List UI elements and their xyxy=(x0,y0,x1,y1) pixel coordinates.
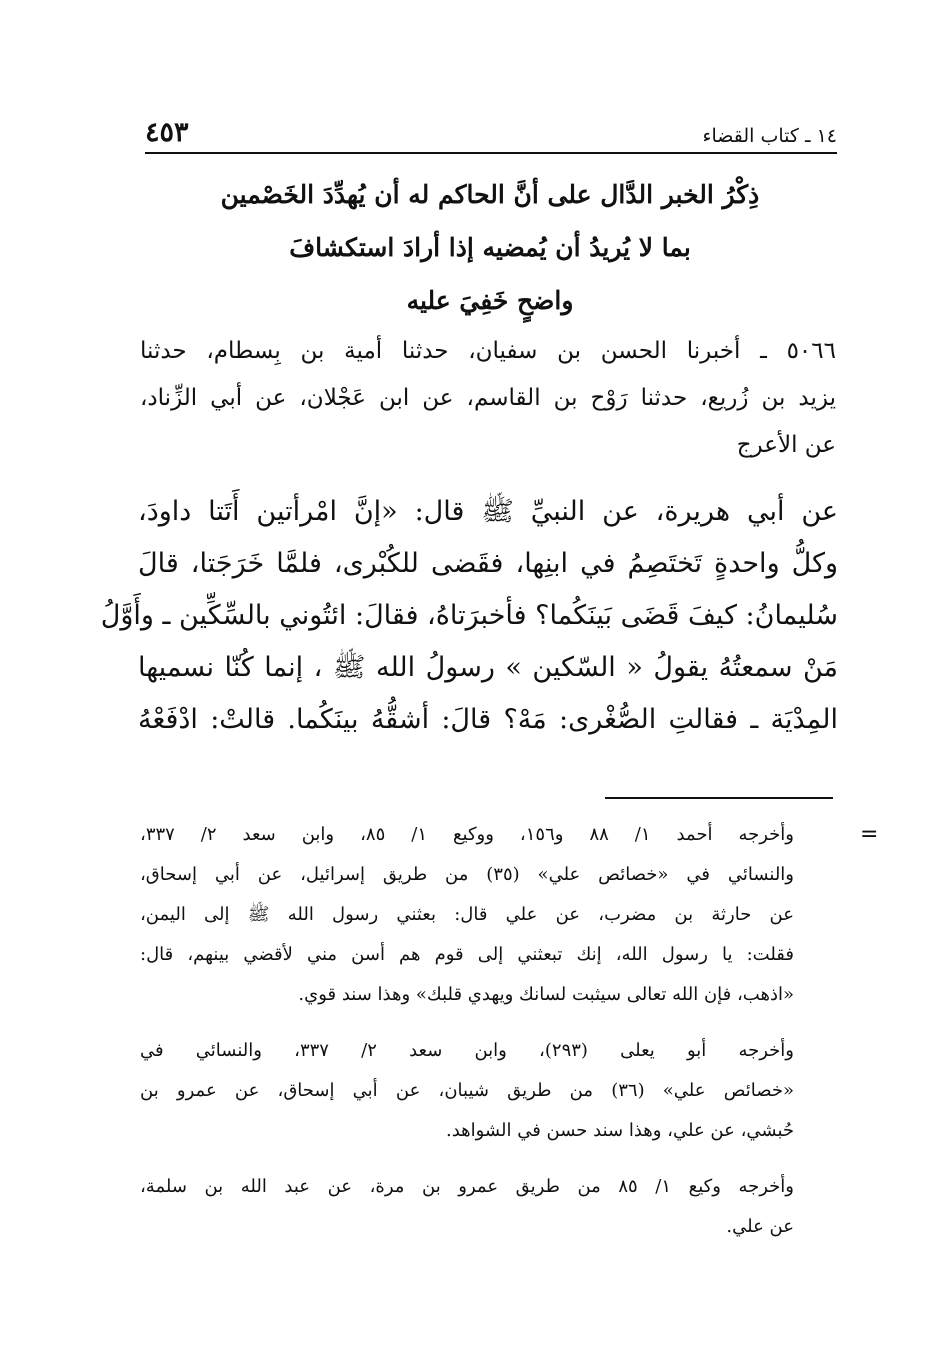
footnote-line: عن علي. xyxy=(726,1216,794,1237)
matn-line: سُليمانُ: كيفَ قَضَى بَينَكُما؟ فأخبرَتاهُ، فقالَ: ائتُوني بالسِّكِّين ـ وأَوَّلُ xyxy=(100,600,838,631)
isnad-line: ٥٠٦٦ ـ أخبرنا الحسن بن سفيان، حدثنا أمية بن بِسطام، حدثنا xyxy=(140,338,836,364)
footnote-line: وأخرجه وكيع ١/ ٨٥ من طريق عمرو بن مرة، عن عبد الله بن سلمة، xyxy=(140,1176,794,1197)
matn-line: عن أبي هريرة، عن النبيِّ ﷺ قال: «إنَّ امْرأتين أَتَتا داودَ، xyxy=(138,496,838,527)
footnote-line: فقلت: يا رسول الله، إنك تبعثني إلى قوم هم أسن مني لأقضي بينهم، قال: xyxy=(140,944,794,965)
footnote-line: «اذهب، فإن الله تعالى سيثبت لسانك ويهدي قلبك» وهذا سند قوي. xyxy=(298,984,794,1005)
footnotes xyxy=(140,815,794,1263)
footnote-line: عن حارثة بن مضرب، عن علي قال: بعثني رسول الله ﷺ إلى اليمن، xyxy=(140,904,794,925)
footnote-separator xyxy=(605,797,833,799)
footnote-line: وأخرجه أحمد ١/ ٨٨ و١٥٦، ووكيع ١/ ٨٥، وابن سعد ٢/ ٣٣٧، xyxy=(140,824,794,845)
chapter-title xyxy=(150,168,830,327)
footnote-line: والنسائي في «خصائص علي» (٣٥) من طريق إسرائيل، عن أبي إسحاق، xyxy=(140,864,794,885)
chapter-title-line: واضحٍ خَفِيَ عليه xyxy=(406,286,574,315)
footnote-line: وأخرجه أبو يعلى (٢٩٣)، وابن سعد ٢/ ٣٣٧، والنسائي في xyxy=(140,1040,794,1061)
isnad-line: عن الأعرج xyxy=(736,432,836,458)
chapter-title-line: ذِكْرُ الخبر الدَّال على أنَّ الحاكم له أن يُهدِّدَ الخَصْمين xyxy=(220,180,760,209)
footnote-paragraph xyxy=(140,815,794,1015)
isnad-line: يزيد بن زُريع، حدثنا رَوْح بن القاسم، عن ابن عَجْلان، عن أبي الزِّناد، xyxy=(140,385,836,411)
chapter-title-line: بما لا يُريدُ أن يُمضيه إذا أرادَ استكشافَ xyxy=(289,233,691,262)
footnote-paragraph xyxy=(140,1031,794,1151)
hadith-isnad xyxy=(140,328,836,469)
hadith-matn xyxy=(100,486,838,746)
footnote-continuation-mark: = xyxy=(860,822,879,847)
footnote-paragraph xyxy=(140,1167,794,1247)
page-number: ٤٥٣ xyxy=(145,117,189,148)
running-title: ١٤ ـ كتاب القضاء xyxy=(702,125,837,147)
matn-line: وكلُّ واحدةٍ تَختَصِمُ في ابنِها، فقَضى للكُبْرى، فلمَّا خَرَجَتا، قالَ xyxy=(138,548,838,579)
matn-line: مَنْ سمعتُهُ يقولُ « السّكين » رسولُ الله ﷺ ، إنما كُنّا نسميها xyxy=(138,652,838,683)
matn-line: المِدْيَة ـ فقالتِ الصُّغْرى: مَهْ؟ قالَ: أشقُّهُ بينَكُما. قالتْ: ادْفَعْهُ xyxy=(138,704,838,735)
footnote-line: حُبشي، عن علي، وهذا سند حسن في الشواهد. xyxy=(445,1120,794,1141)
footnote-line: «خصائص علي» (٣٦) من طريق شيبان، عن أبي إسحاق، عن عمرو بن xyxy=(140,1080,794,1101)
page-header xyxy=(145,108,837,154)
